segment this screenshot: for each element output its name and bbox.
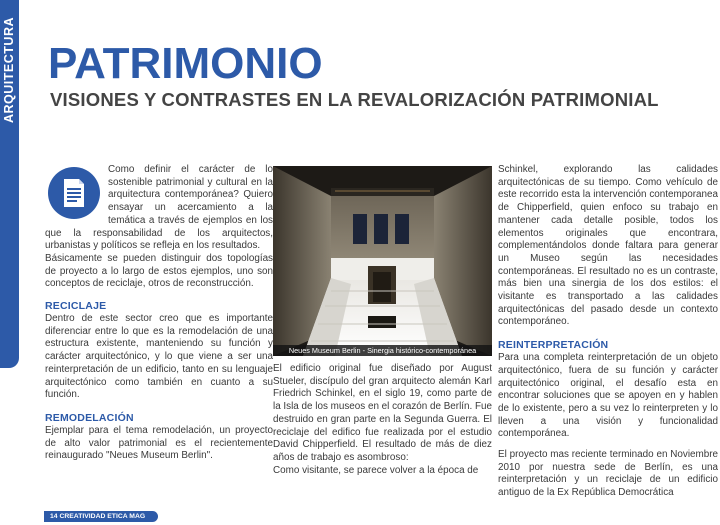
page-footer: 14 CREATIVIDAD ETICA MAG: [44, 511, 158, 522]
text-column-3: [498, 164, 718, 500]
document-icon: [48, 167, 100, 219]
article-subtitle: VISIONES Y CONTRASTES EN LA REVALORIZACIÓN PATRIMONIAL: [50, 89, 659, 110]
section-tab-label: ARQUITECTURA: [2, 17, 16, 123]
typologies-paragraph: Básicamente se pueden distinguir dos topologías de proyecto a lo largo de estos ejemplos, uno son conceptos de reciclaje, otros de reconstrucción.: [45, 252, 273, 290]
reinterpretacion-paragraph: Para una completa reinterpretación de un objeto arquitectónico, fuera de su función y carácter arquitectónico original, el desafío esta en encontrar soluciones que se apoyen en y hablen de lo existente, pero a su vez lo reinterpreten y lo lleven a una visión y funcionalidad contemporánea.: [498, 352, 718, 440]
article-title: PATRIMONIO: [48, 39, 323, 88]
text-column-1: [45, 164, 273, 463]
intro-paragraph: Como definir el carácter de lo sostenible patrimonial y cultural en la arquitectura contemporánea? Quiero ensayar un acercamiento a la temática a través de ejemplos en los que la responsabilidad de los arquitectos, urbanistas y políticos se refleja en los resultados.: [45, 164, 273, 252]
reciclaje-paragraph: Dentro de este sector creo que es importante diferenciar entre lo que es la remodelación de una estructura existente, manteniendo su función y carácter arquitectónico, y lo que viene a ser una reinterpretación de un edificio, tanto en su lenguaje arquitectónico como también en cuanto a su función.: [45, 313, 273, 401]
visitor-paragraph: Como visitante, se parece volver a la época de: [273, 464, 479, 476]
original-building-paragraph: El edificio original fue diseñado por August Stueler, discípulo del gran arquitecto alemán Karl Friedrich Schinkel, en el siglo 19, como parte de la Isla de los museos en el corazón de Berlín. Fue destruido en gran parte en la Segunda Guerra. El reciclaje del edifico fue realizada por el estudio David Chipperfield. El resultado de más de diez años de trabajo es asombroso:: [273, 363, 493, 463]
heading-reciclaje: RECICLAJE: [45, 300, 107, 313]
section-tab: [0, 0, 19, 368]
heading-reinterpretacion: REINTERPRETACIÓN: [498, 339, 609, 352]
heading-remodelacion: REMODELACIÓN: [45, 411, 134, 424]
remodelacion-paragraph: Ejemplar para el tema remodelación, un proyecto de alto valor patrimonial es el recientemente reinaugurado "Neues Museum Berlin".: [45, 424, 273, 462]
text-column-2: [273, 363, 492, 477]
recent-project-paragraph: El proyecto mas reciente terminado en Noviembre 2010 por nuestra sede de Berlín, es una reinterpretación y un reciclaje de un edificio antiguo de la Ex República Democrática: [498, 449, 718, 499]
photo-caption: Neues Museum Berlin - Sinergia histórico-contemporánea: [273, 345, 492, 356]
schinkel-paragraph: Schinkel, explorando las calidades arquitectónicas de su tiempo. Como vehículo de este recorrido esta la intervención contemporanea de Chipperfield, quien enfoco su trabajo en mantener cada detalle posible, todos los elementos originales que encontrara, complementándolos donde faltara para generar un Museo según las necesidades contemporáneas. El resultado no es un contraste, más bien una sinergia de los dos estilos: el visitante es transportado a las calidades arquitectónicas del pasado desde un contexto contemporáneo.: [498, 164, 718, 328]
museum-photo: [273, 166, 492, 356]
